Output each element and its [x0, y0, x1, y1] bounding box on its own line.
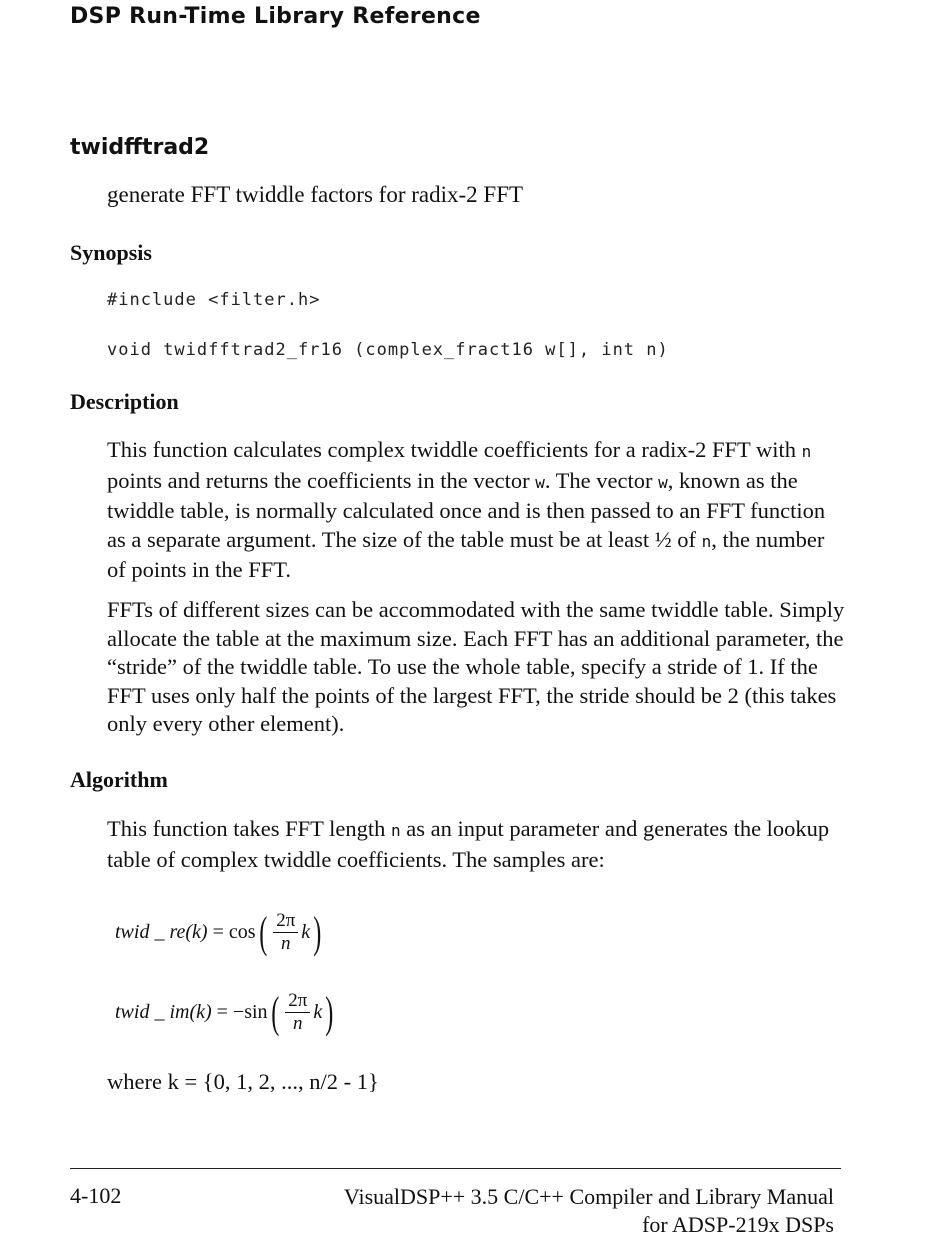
- include-line: #include <filter.h>: [107, 290, 321, 310]
- function-name: twidfftrad2: [70, 135, 210, 160]
- running-header: DSP Run-Time Library Reference: [70, 4, 481, 29]
- where-line: where k = {0, 1, 2, ..., n/2 - 1}: [107, 1069, 379, 1094]
- prototype-line: void twidfftrad2_fr16 (complex_fract16 w[], int n): [107, 340, 669, 360]
- synopsis-heading: Synopsis: [70, 240, 152, 265]
- description-heading: Description: [70, 389, 179, 414]
- footer-manual-title: [344, 1183, 834, 1239]
- equation-imag: twid _ im(k) = −sin ( $\frac{2\pi}{n}$ k ): [115, 987, 334, 1037]
- footer-divider: [70, 1168, 841, 1169]
- algorithm-paragraph: This function takes FFT length n as an input parameter and generates the lookup table of complex twiddle coefficients. The samples are:: [107, 816, 830, 872]
- footer-title-line-2: for ADSP-219x DSPs: [642, 1212, 834, 1237]
- description-paragraph-2: FFTs of different sizes can be accommodated with the same twiddle table. Simply allocate the table at the maximum size. Each FFT has an additional parameter, the “stride” of the twiddle table. To use the whole table, specify a stride of 1. If the FFT uses only half the points of the largest FFT, the stride should be 2 (this takes only every other element).: [107, 597, 845, 736]
- description-paragraph-1: This function calculates complex twiddle coefficients for a radix-2 FFT with n points and returns the coefficients in the vector w. The vector w, known as the twiddle table, is normally calculated once and is then passed to an FFT function as a separate argument. The size of the table must be at least ½ of n, the number of points in the FFT.: [107, 437, 826, 582]
- page-number: 4-102: [70, 1183, 122, 1208]
- equation-real: twid _ re(k) = cos ( $\frac{2\pi}{n}$ k ): [115, 907, 322, 957]
- footer-title-line-1: VisualDSP++ 3.5 C/C++ Compiler and Library Manual: [343, 1184, 834, 1209]
- algorithm-heading: Algorithm: [70, 767, 168, 792]
- function-summary: generate FFT twiddle factors for radix-2 FFT: [107, 182, 524, 207]
